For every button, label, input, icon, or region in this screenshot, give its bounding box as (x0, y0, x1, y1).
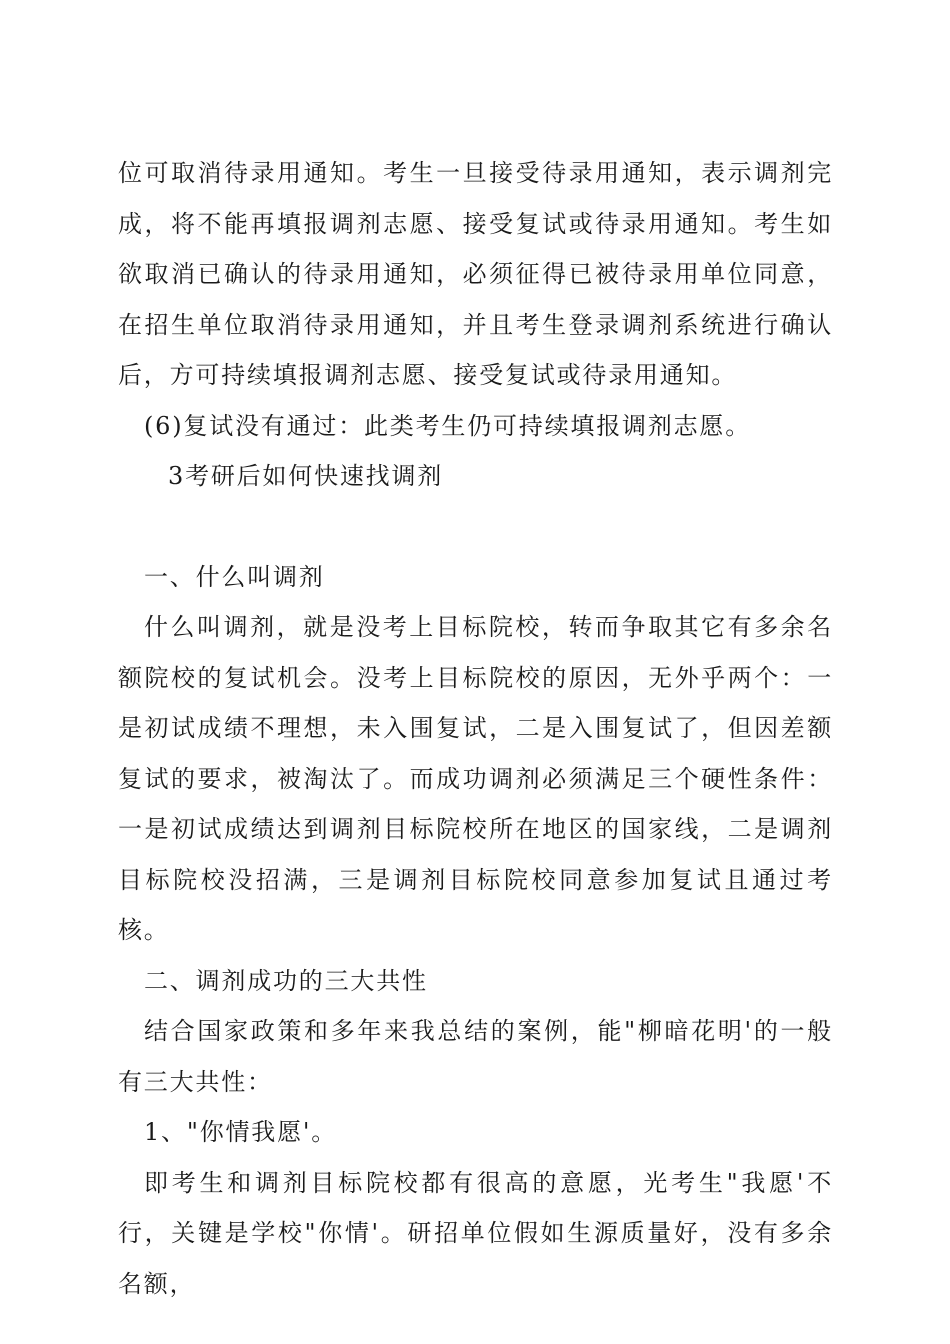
subheading-three-commonalities: 二、调剂成功的三大共性 (144, 966, 428, 995)
subheading-what-is-adjustment: 一、什么叫调剂 (144, 562, 325, 591)
paragraph-cancel-notice: 位可取消待录用通知。考生一旦接受待录用通知，表示调剂完成，将不能再填报调剂志愿、接受复试或待录用通知。考生如欲取消已确认的待录用通知，必须征得已被待录用单位同意，在招生单位取消待录用通知，并且考生登录调剂系统进行确认后，方可持续填报调剂志愿、接受复试或待录用通知。 (118, 159, 833, 389)
list-item-mutual-willingness: 1、"你情我愿'。 (144, 1118, 338, 1146)
paragraph-willingness-detail: 即考生和调剂目标院校都有很高的意愿，光考生"我愿'不行，关键是学校"你情'。研招单位假如生源质量好，没有多余名额， (118, 1168, 833, 1298)
paragraph-retest-failed: (6)复试没有通过：此类考生仍可持续填报调剂志愿。 (144, 411, 751, 440)
paragraph-adjustment-definition: 什么叫调剂，就是没考上目标院校，转而争取其它有多余名额院校的复试机会。没考上目标院校的原因，无外乎两个：一是初试成绩不理想，未入围复试，二是入围复试了，但因差额复试的要求，被淘汰了。而成功调剂必须满足三个硬性条件：一是初试成绩达到调剂目标院校所在地区的国家线，二是调剂目标院校没招满，三是调剂目标院校同意参加复试且通过考核。 (118, 613, 833, 944)
document-body (118, 148, 833, 1309)
blank-line (118, 502, 833, 552)
paragraph-commonalities-intro: 结合国家政策和多年来我总结的案例，能"柳暗花明'的一般有三大共性： (118, 1017, 833, 1096)
section-heading-find-adjustment: 3考研后如何快速找调剂 (168, 462, 444, 490)
